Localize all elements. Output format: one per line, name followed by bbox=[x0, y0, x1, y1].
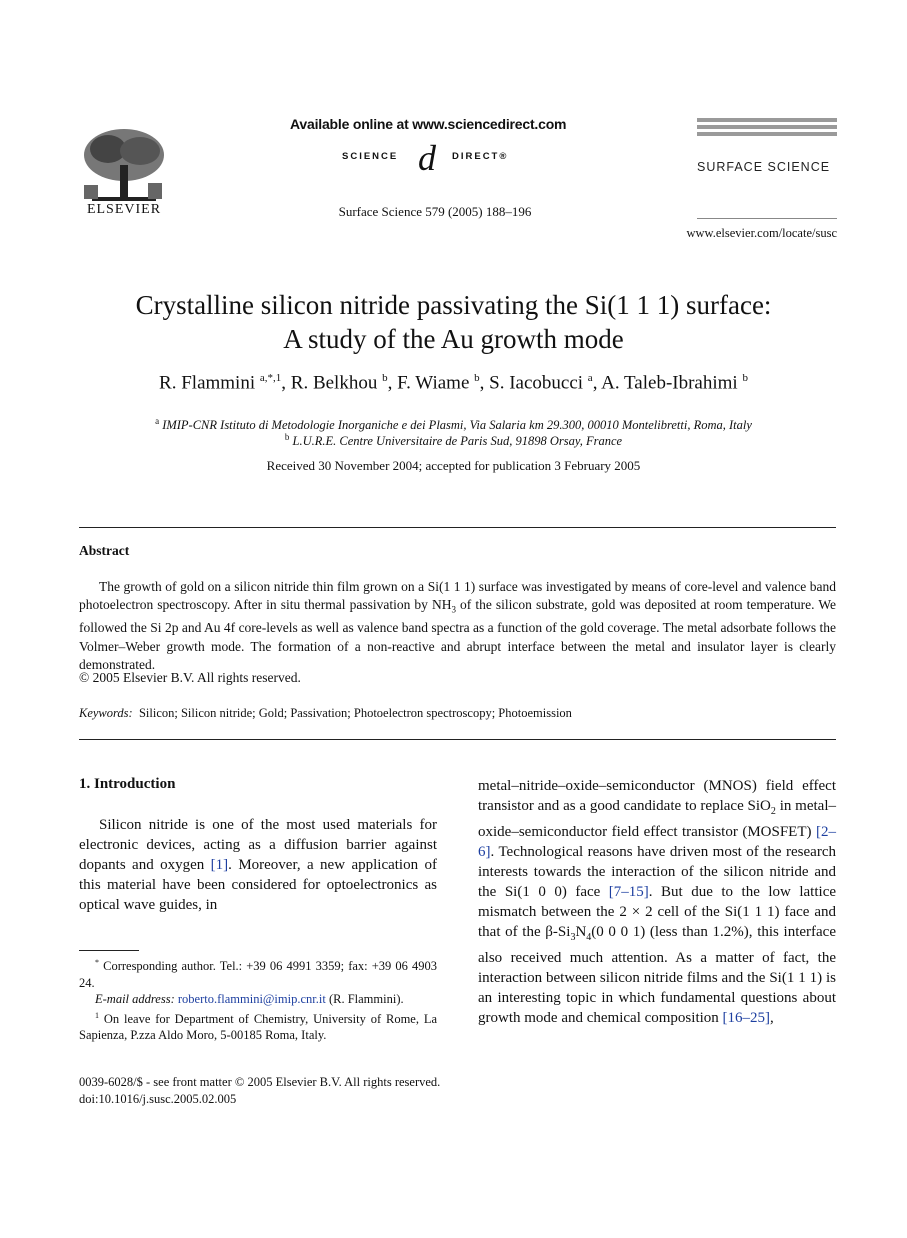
journal-reference: Surface Science 579 (2005) 188–196 bbox=[338, 204, 532, 219]
subscript: 4 bbox=[586, 932, 592, 943]
sd-left-text: SCIENCE bbox=[342, 151, 399, 162]
issn-line: 0039-6028/$ - see front matter © 2005 Elsevier B.V. All rights reserved. bbox=[79, 1075, 441, 1089]
body-text: . Moreover, a new application of this material have been considered for optoelectronics as optical wave guides, in bbox=[79, 857, 437, 913]
abstract-heading: Abstract bbox=[79, 543, 130, 558]
sd-right-text: DIRECT® bbox=[452, 151, 509, 162]
affiliation-text: IMIP-CNR Istituto di Metodologie Inorganiche e dei Plasmi, Via Salaria km 29.300, 00010 Montelibretti, Roma, Italy bbox=[162, 418, 752, 433]
footnotes bbox=[79, 955, 437, 1044]
doi-line[interactable]: doi:10.1016/j.susc.2005.02.005 bbox=[79, 1092, 237, 1106]
divider bbox=[79, 527, 836, 528]
abstract-body bbox=[79, 578, 836, 674]
body-text: . But due to the low lattice mismatch between the 2 × 2 cell of the Si(1 1 1) face and that of the β-Si bbox=[478, 884, 837, 940]
left-column bbox=[79, 815, 437, 915]
body-text: , bbox=[770, 1010, 774, 1026]
title-line-1: Crystalline silicon nitride passivating the Si(1 1 1) surface: bbox=[135, 290, 772, 320]
sd-at-icon: d bbox=[418, 138, 436, 178]
body-text: . Technological reasons have driven most of the research interests towards the interaction of the silicon nitride and the Si(1 0 0) face bbox=[478, 844, 836, 900]
affiliation-text: L.U.R.E. Centre Universitaire de Paris Sud, 91898 Orsay, France bbox=[292, 434, 623, 449]
front-matter bbox=[79, 1074, 440, 1108]
body-text: (0 0 0 1) (less than 1.2%), this interface also received much attention. As a matter of fact, the interaction between silicon nitride films and the Si(1 1 1) is an interesting topic in which fundamental questions about growth mode and chemical composition bbox=[478, 924, 836, 1026]
citation-link[interactable]: [1] bbox=[210, 857, 229, 873]
footnote-text: (R. Flammini). bbox=[328, 992, 404, 1007]
body-text: Silicon nitride is one of the most used materials for electronic devices, acting as a diffusion barrier against dopants and oxygen bbox=[79, 817, 437, 873]
abstract-text: of the silicon substrate, gold was deposited at room temperature. We followed the Si 2p and Au 4f core-levels as well as valence band spectra as a function of the gold coverage. The metal adsorbate follows the Volmer–Weber growth mode. The formation of a non-reactive and abrupt interface between the metal and insulator layer is clearly demonstrated. bbox=[79, 597, 836, 672]
journal-divider bbox=[697, 218, 837, 219]
divider bbox=[79, 739, 836, 740]
title-line-2: A study of the Au growth mode bbox=[283, 324, 624, 354]
author[interactable]: A. Taleb-Ibrahimi bbox=[601, 372, 738, 394]
author-affil: b bbox=[382, 372, 388, 384]
abstract-copyright: © 2005 Elsevier B.V. All rights reserved. bbox=[79, 670, 301, 685]
footnote-text: Corresponding author. Tel.: +39 06 4991 3359; fax: +39 06 4903 24. bbox=[79, 959, 437, 990]
abstract-text: The growth of gold on a silicon nitride thin film grown on a Si(1 1 1) surface was investigated by means of core-level and valence band photoelectron spectroscopy. After in situ thermal passivation by NH bbox=[79, 579, 836, 613]
author-list: R. Flammini $^{a,*,1}$, R. Belkhou $^b$, F. Wiame $^b$, S. Iacobucci $^a$, A. Taleb-Ibrahimi $^b$ bbox=[159, 372, 748, 394]
subscript: 2 bbox=[770, 806, 776, 817]
author[interactable]: F. Wiame bbox=[397, 372, 470, 394]
author[interactable]: R. Flammini bbox=[159, 372, 256, 394]
citation-link[interactable]: [16–25] bbox=[722, 1010, 771, 1026]
author-affil: b bbox=[474, 372, 480, 384]
author[interactable]: S. Iacobucci bbox=[489, 372, 584, 394]
received-dates: Received 30 November 2004; accepted for publication 3 February 2005 bbox=[266, 458, 641, 473]
article-title bbox=[40, 288, 867, 356]
affiliation bbox=[40, 432, 867, 449]
email-link[interactable]: roberto.flammini@imip.cnr.it bbox=[177, 992, 326, 1007]
affiliation-marker: b bbox=[284, 432, 290, 442]
affiliation bbox=[40, 416, 867, 433]
subscript: 3 bbox=[570, 932, 576, 943]
keywords-label: Keywords: bbox=[79, 706, 133, 720]
email-label: E-mail address: bbox=[95, 992, 175, 1007]
abstract-subscript: 3 bbox=[451, 604, 456, 615]
publisher-name: ELSEVIER bbox=[86, 202, 162, 217]
author-affil: b bbox=[742, 372, 748, 384]
citation-link[interactable]: [2–6] bbox=[478, 824, 836, 860]
footnote-marker: 1 bbox=[95, 1010, 99, 1020]
footnote-marker: * bbox=[95, 958, 99, 967]
keywords-list: Silicon; Silicon nitride; Gold; Passivation; Photoelectron spectroscopy; Photoemission bbox=[138, 706, 572, 720]
footnote-text: On leave for Department of Chemistry, University of Rome, La Sapienza, P.zza Aldo Moro, 5-00185 Roma, Italy. bbox=[79, 1011, 438, 1043]
available-online[interactable]: Available online at www.sciencedirect.com bbox=[290, 116, 567, 132]
author[interactable]: R. Belkhou bbox=[290, 372, 378, 394]
journal-url[interactable]: www.elsevier.com/locate/susc bbox=[686, 226, 837, 240]
section-heading: 1. Introduction bbox=[79, 776, 176, 792]
right-column bbox=[478, 776, 836, 1028]
footnote-divider bbox=[79, 950, 139, 951]
author-affil: a bbox=[587, 372, 593, 384]
journal-logo-bars bbox=[697, 118, 837, 139]
body-text: in metal–oxide–semiconductor field effect transistor (MOSFET) bbox=[478, 798, 836, 840]
body-text: N bbox=[575, 924, 587, 940]
citation-link[interactable]: [7–15] bbox=[608, 884, 649, 900]
journal-name: SURFACE SCIENCE bbox=[697, 160, 831, 174]
keywords bbox=[79, 706, 572, 721]
author-affil: a,*,1 bbox=[259, 372, 282, 384]
affiliation-marker: a bbox=[155, 416, 160, 426]
body-text: metal–nitride–oxide–semiconductor (MNOS) field effect transistor and as a good candidate to replace SiO bbox=[478, 778, 836, 814]
